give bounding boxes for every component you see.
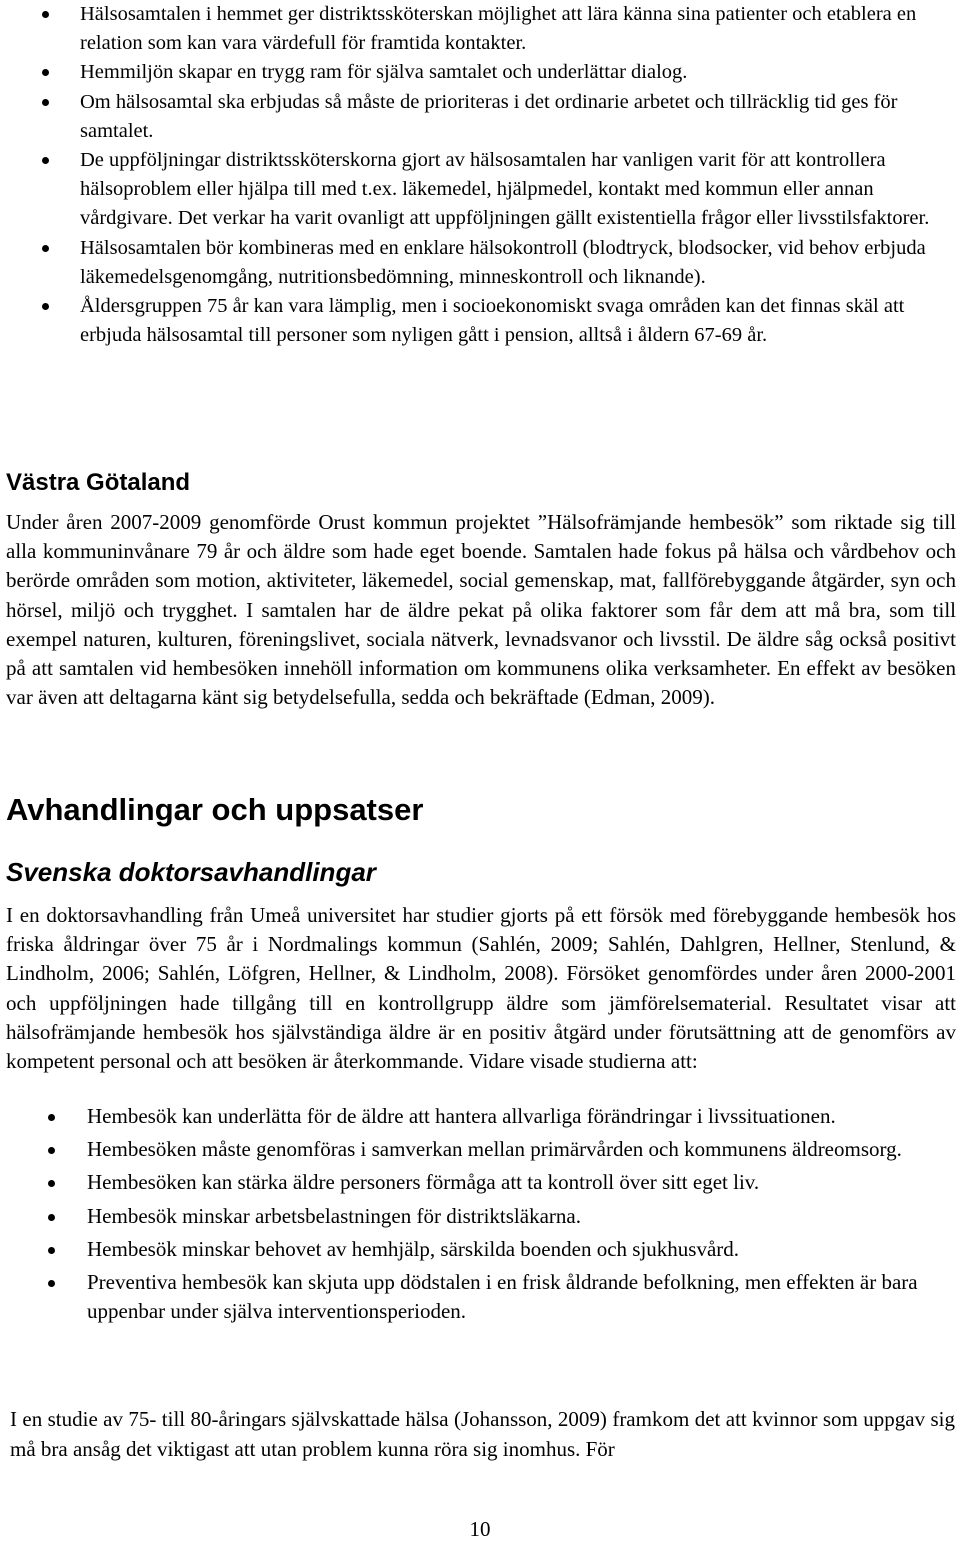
bullet-icon	[48, 1180, 55, 1187]
paragraph-region: Under åren 2007-2009 genomförde Orust kommun projektet ”Hälsofrämjande hembesök” som riktade sig till alla kommuninvånare 79 år och äldre som hade eget boende. Samtalen hade fokus på hälsa och vårdbehov och berörde områden som motion, aktiviteter, läkemedel, social gemenskap, mat, fallförebyggande åtgärder, syn och hörsel, miljö och trygghet. I samtalen har de äldre pekat på olika faktorer som får dem att må bra, som till exempel naturen, kulturen, föreningslivet, sociala nätverk, levnadsvanor och livsstil. De äldre såg också positivt på att samtalen vid hembesöken innehöll information om kommunens olika verksamheter. En effekt av besöken var även att deltagarna känt sig betydelsefulla, sedda och bekräftade (Edman, 2009).	[6, 510, 956, 710]
paragraph-thesis: I en doktorsavhandling från Umeå universitet har studier gjorts på ett försök med förebyggande hembesök hos friska åldringar över 75 år i Nordmalings kommun (Sahlén, 2009; Sahlén, Dahlgren, Hellner, Stenlund, & Lindholm, 2006; Sahlén, Löfgren, Hellner, & Lindholm, 2008). Försöket genomfördes under åren 2000-2001 och uppföljningen hade tillgång till en kontrollgrupp äldre som jämförelsematerial. Resultatet visar att hälsofrämjande hembesök hos självständiga äldre är en positiv åtgärd under förutsättning att de genomförs av kompetent personal och att besöken är återkommande. Vidare visade studierna att:	[6, 903, 956, 1074]
list-item	[0, 0, 960, 58]
section-heading-region: Västra Götaland	[6, 469, 191, 496]
list-item-text: Preventiva hembesök kan skjuta upp dödstalen i en frisk åldrande befolkning, men effekten är bara uppenbar under själva interventionsperioden.	[87, 1270, 918, 1324]
list-item	[0, 234, 960, 292]
bullet-icon	[42, 69, 49, 76]
bullet-icon	[48, 1280, 55, 1287]
list-item	[0, 1168, 960, 1197]
list-item-text: De uppföljningar distriktssköterskorna gjort av hälsosamtalen har vanligen varit för att kontrollera hälsoproblem eller hjälpa till med t.ex. läkemedel, hjälpmedel, kontakt med kommun eller annan vårdgivare. Det verkar ha varit ovanligt att uppföljningen gällt existentiella frågor eller livsstilsfaktorer.	[80, 149, 930, 230]
list-item	[0, 58, 960, 87]
list-item-text: Hembesök minskar behovet av hemhjälp, särskilda boenden och sjukhusvård.	[87, 1236, 740, 1261]
list-item-text: Hembesöken kan stärka äldre personers förmåga att ta kontroll över sitt eget liv.	[87, 1170, 760, 1195]
list-item	[0, 88, 960, 146]
list-item	[0, 1135, 960, 1164]
list-item	[0, 1102, 960, 1131]
bullet-icon	[48, 1247, 55, 1254]
list-item	[0, 1268, 960, 1326]
bullet-icon	[42, 245, 49, 252]
list-item-text: Hembesök minskar arbetsbelastningen för distriktsläkarna.	[87, 1203, 581, 1228]
top-bullet-list	[0, 0, 960, 350]
bullet-icon	[42, 11, 49, 18]
bullet-icon	[48, 1214, 55, 1221]
list-item-text: Hemmiljön skapar en trygg ram för själva samtalet och underlättar dialog.	[80, 61, 688, 84]
section-heading-main: Avhandlingar och uppsatser	[6, 792, 424, 827]
page-number: 10	[469, 1517, 491, 1541]
list-item-text: Åldersgruppen 75 år kan vara lämplig, men i socioekonomiskt svaga områden kan det finnas skäl att erbjuda hälsosamtal till personer som nyligen gått i pension, alltså i åldern 67-69 år.	[80, 295, 905, 347]
list-item-text: Hembesök kan underlätta för de äldre att hantera allvarliga förändringar i livssituationen.	[87, 1104, 836, 1128]
list-item-text: Om hälsosamtal ska erbjudas så måste de prioriteras i det ordinarie arbetet och tillräcklig tid ges för samtalet.	[80, 90, 898, 142]
list-item	[0, 1235, 960, 1264]
list-item	[0, 292, 960, 350]
bullet-icon	[42, 99, 49, 106]
list-item	[0, 1202, 960, 1231]
bullet-icon	[42, 157, 49, 164]
list-item-text: Hälsosamtalen i hemmet ger distriktssköterskan möjlighet att lära känna sina patienter och etablera en relation som kan vara värdefull för framtida kontakter.	[80, 3, 917, 55]
bullet-icon	[48, 1114, 55, 1121]
subsection-heading: Svenska doktorsavhandlingar	[6, 857, 376, 887]
list-item-text: Hembesöken måste genomföras i samverkan mellan primärvården och kommunens äldreomsorg.	[87, 1137, 902, 1162]
bullet-icon	[48, 1147, 55, 1154]
list-item-text: Hälsosamtalen bör kombineras med en enklare hälsokontroll (blodtryck, blodsocker, vid behov erbjuda läkemedelsgenomgång, nutritionsbedömning, minneskontroll och liknande).	[80, 236, 926, 288]
list-item	[0, 146, 960, 234]
findings-bullet-list	[0, 1102, 960, 1330]
paragraph-study: I en studie av 75- till 80-åringars självskattade hälsa (Johansson, 2009) framkom det att kvinnor som uppgav sig må bra ansåg det viktigast att utan problem kunna röra sig inomhus. För	[10, 1407, 955, 1461]
bullet-icon	[42, 303, 49, 310]
